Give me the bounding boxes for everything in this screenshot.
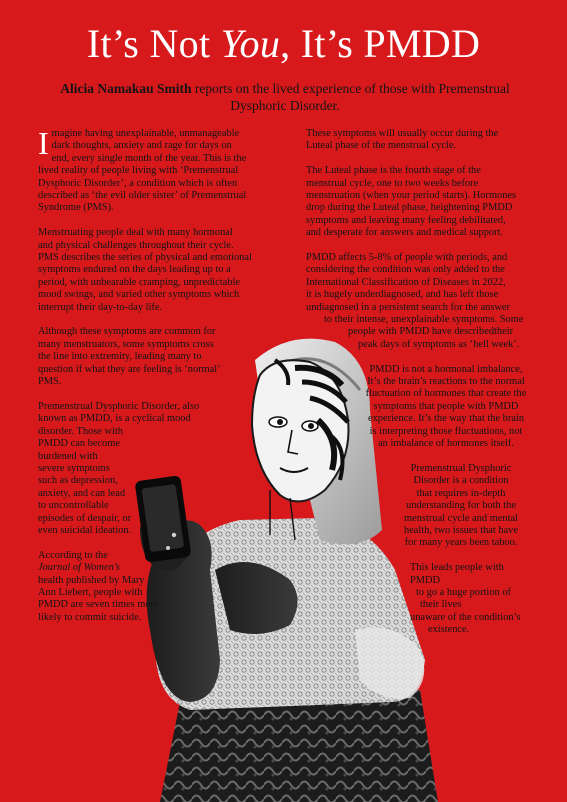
text-line: disorder. Those with bbox=[38, 425, 123, 437]
title-part-3: , It’s PMDD bbox=[280, 21, 481, 66]
byline-text: reports on the lived experience of those with Premenstrual Dysphoric Disorder. bbox=[191, 81, 510, 113]
text-line: to go a huge portion of bbox=[416, 586, 511, 598]
text-line: burdened with bbox=[38, 450, 98, 462]
byline bbox=[40, 80, 530, 114]
text-line: PMDD are seven times more bbox=[38, 599, 159, 611]
text-line: Luteal phase of the menstrual cycle. bbox=[306, 140, 457, 152]
text-line: These symptoms will usually occur during the bbox=[306, 128, 499, 139]
text-line: menstrual cycle and mental bbox=[404, 512, 518, 524]
text-line: PMS. bbox=[38, 376, 62, 388]
text-line: symptoms that people with PMDD bbox=[373, 400, 519, 412]
paragraph-luteal-phase bbox=[306, 165, 546, 239]
paragraph-journal bbox=[38, 550, 268, 624]
text-line: fluctuation of hormones that create the bbox=[365, 388, 527, 400]
text-line: experience. It’s the way that the brain bbox=[367, 413, 525, 425]
text-line: described as ‘the evil older sister’ of Premenstrual bbox=[38, 190, 247, 202]
text-line: drop during the Luteal phase, heightening PMDD bbox=[306, 202, 513, 214]
text-line: lived reality of people living with ‘Premenstrual bbox=[38, 165, 239, 177]
text-line: people with PMDD have describedtheir bbox=[348, 326, 514, 338]
text-line: symptoms and leaving many feeling debilitated, bbox=[306, 214, 506, 226]
text-line: their lives bbox=[420, 599, 462, 611]
text-line: According to the bbox=[38, 549, 108, 561]
text-line: period, with unbearable cramping, unpredictable bbox=[38, 276, 240, 288]
text-line: PMDD is not a hormonal imbalance, bbox=[369, 363, 523, 375]
text-line: an imbalance of hormones itself. bbox=[378, 438, 514, 450]
text-line: interrupt their day-to-day life. bbox=[38, 301, 163, 313]
drop-cap: I bbox=[38, 125, 49, 161]
text-line: Although these symptoms are common for bbox=[38, 326, 216, 338]
text-line: considering the condition was only added to the bbox=[306, 264, 505, 276]
paragraph-luteal-intro bbox=[306, 128, 546, 153]
text-line: Dysphoric Disorder’, a condition which is often bbox=[38, 177, 238, 189]
text-line: The Luteal phase is the fourth stage of the bbox=[306, 165, 481, 177]
text-line: end, every single month of the year. This is the bbox=[51, 152, 247, 164]
text-line: health, two issues that have bbox=[404, 524, 518, 536]
paragraph-menstruating bbox=[38, 227, 268, 314]
paragraph-unaware bbox=[306, 562, 546, 636]
text-line: it is hugely underdiagnosed, and has left those bbox=[306, 289, 499, 301]
paragraph-not-hormonal bbox=[306, 364, 546, 451]
text-line: and physical challenges throughout their cycle. bbox=[38, 239, 234, 251]
text-line: PMDD affects 5-8% of people with periods, and bbox=[306, 252, 508, 264]
text-line: and desperate for answers and medical support. bbox=[306, 227, 504, 239]
text-line: Syndrome (PMS). bbox=[38, 202, 114, 214]
text-line: likely to commit suicide. bbox=[38, 611, 142, 623]
title-part-1: It’s Not bbox=[86, 21, 221, 66]
text-line: peak days of symptoms as ‘hell week’. bbox=[358, 338, 520, 350]
text-line: unaware of the condition’s bbox=[410, 611, 521, 623]
paragraph-statistics bbox=[306, 252, 546, 351]
article-title bbox=[0, 22, 567, 66]
text-line: understanding for both the bbox=[406, 500, 516, 512]
paragraph-condition bbox=[306, 463, 546, 550]
text-line: episodes of despair, or bbox=[38, 512, 132, 524]
text-line: International Classification of Diseases in 2022, bbox=[306, 276, 506, 288]
text-line: undiagnosed in a persistent search for the answer bbox=[306, 301, 510, 313]
text-line: severe symptoms bbox=[38, 462, 110, 474]
text-line: such as depression, bbox=[38, 475, 118, 487]
text-line: many menstruators, some symptoms cross bbox=[38, 338, 214, 350]
text-line: Menstruating people deal with many hormonal bbox=[38, 227, 233, 239]
text-line: PMS describes the series of physical and emotional bbox=[38, 252, 252, 264]
text-line: known as PMDD, is a cyclical mood bbox=[38, 413, 191, 425]
text-line: menstrual cycle, one to two weeks before bbox=[306, 177, 479, 189]
text-line: question if what they are feeling is ‘normal’ bbox=[38, 363, 221, 375]
text-line: even suicidal ideation. bbox=[38, 524, 132, 536]
text-line: menstruation (when your period starts). Hormones bbox=[306, 190, 517, 202]
byline-author: Alicia Namakau Smith bbox=[60, 81, 192, 96]
text-line: Ann Liebert, people with bbox=[38, 586, 143, 598]
text-line: the line into extremity, leading many to bbox=[38, 351, 202, 363]
text-line: mood swings, and varied other symptoms which bbox=[38, 289, 240, 301]
text-line: for many years been taboo. bbox=[404, 537, 518, 549]
text-line: to uncontrollable bbox=[38, 500, 109, 512]
text-line: that requires in-depth bbox=[416, 487, 506, 499]
text-line: to their intense, unexplainable symptoms. Some bbox=[324, 314, 524, 326]
text-line: Disorder is a condition bbox=[413, 475, 509, 487]
text-line: Premenstrual Dysphoric Disorder, also bbox=[38, 400, 200, 412]
paragraph-although bbox=[38, 326, 268, 388]
text-line: anxiety, and can lead bbox=[38, 487, 126, 499]
paragraph-pmdd-definition bbox=[38, 401, 268, 537]
text-line: PMDD bbox=[410, 574, 441, 586]
text-line: health published by Mary bbox=[38, 574, 145, 586]
right-column bbox=[306, 128, 546, 637]
journal-name: Journal of Women’s bbox=[38, 562, 120, 574]
text-line: magine having unexplainable, unmanageable bbox=[51, 128, 240, 139]
text-line: is interpreting those fluctuations, not bbox=[369, 425, 523, 437]
text-line: PMDD can become bbox=[38, 438, 120, 450]
text-line: symptoms endured on the days leading up to a bbox=[38, 264, 231, 276]
text-line: dark thoughts, anxiety and rage for days on bbox=[51, 140, 232, 152]
text-line: This leads people with bbox=[410, 562, 504, 574]
text-line: existence. bbox=[428, 624, 470, 636]
title-emphasis: You bbox=[220, 21, 281, 66]
left-column bbox=[38, 125, 268, 624]
text-line: Premenstrual Dysphoric bbox=[410, 462, 512, 474]
text-line: It’s the brain’s reactions to the normal bbox=[367, 376, 525, 388]
paragraph-intro bbox=[38, 125, 268, 215]
